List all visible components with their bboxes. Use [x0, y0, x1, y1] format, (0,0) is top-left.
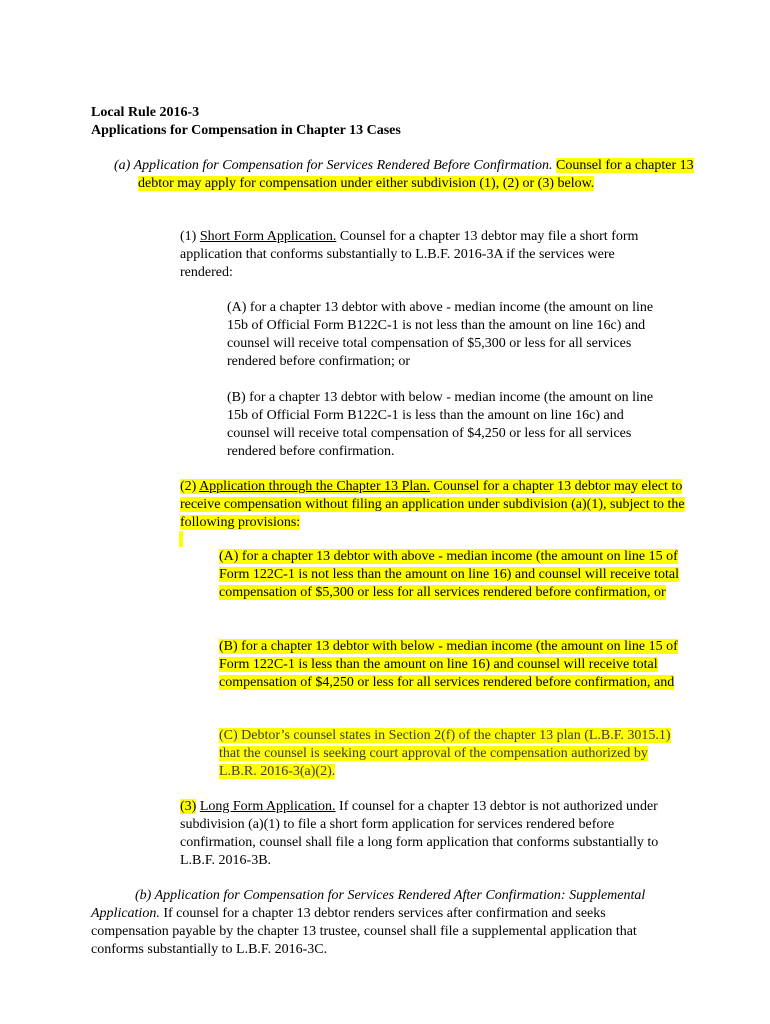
- item-3-text: If counsel for a chapter 13 debtor is not authorized under subdivision (a)(1) to file a short form application for services rendered before confirmation, counsel shall file a long form application that conforms substantially to L.B.F. 2016-3B.: [180, 799, 659, 868]
- rule-number: Local Rule 2016-3: [91, 105, 200, 120]
- item-1-clause-b: (B) for a chapter 13 debtor with below - median income (the amount on line 15b of Official Form B122C-1 is less than the amount on line 16c) and counsel will receive total compensation of $4,250 or less for all services rendered before confirmation.: [227, 390, 654, 459]
- item-2-clause-c: [219, 727, 684, 781]
- item-2-text: Counsel for a chapter 13 debtor may elect to receive compensation without filing an application under subdivision (a)(1), subject to the following provisions:: [180, 479, 685, 530]
- subdivision-b: [91, 887, 671, 959]
- highlight-marker: [179, 531, 183, 547]
- item-1-paragraph: [180, 228, 650, 282]
- item-2-paragraph: [180, 478, 685, 532]
- subdivision-b-label: (b) Application for Compensation for Services Rendered After Confirmation: Supplemental Application.: [91, 888, 646, 921]
- item-1-text: Counsel for a chapter 13 debtor may file a short form application that conforms substantially to L.B.F. 2016-3A if the services were rendered:: [180, 229, 639, 280]
- subdivision-a-text: Counsel for a chapter 13 debtor may apply for compensation under either subdivision (1), (2) or (3) below.: [138, 158, 694, 191]
- subdivision-a-label: (a) Application for Compensation for Services Rendered Before Confirmation.: [114, 158, 553, 173]
- item-1-number: (1): [180, 229, 197, 244]
- item-2-clause-b: [219, 638, 689, 692]
- item-3-paragraph: [180, 798, 660, 870]
- rule-title: Applications for Compensation in Chapter 13 Cases: [91, 123, 401, 138]
- subdivision-b-text: If counsel for a chapter 13 debtor renders services after confirmation and seeks compensation payable by the chapter 13 trustee, counsel shall file a supplemental application that conforms substantially to L.B.F. 2016-3C.: [91, 906, 637, 957]
- item-2-clause-c-text: (C) Debtor’s counsel states in Section 2(f) of the chapter 13 plan (L.B.F. 3015.1) that the counsel is seeking court approval of the compensation authorized by L.B.R. 2016-3(a)(2).: [219, 728, 671, 779]
- item-1-clause-a: (A) for a chapter 13 debtor with above - median income (the amount on line 15b of Official Form B122C-1 is not less than the amount on line 16c) and counsel will receive total compensation of $5,300 or less for all services rendered before confirmation; or: [227, 300, 654, 369]
- item-3-number: (3): [180, 799, 197, 814]
- item-2-clause-a-text: (A) for a chapter 13 debtor with above - median income (the amount on line 15 of Form 122C-1 is not less than the amount on line 16) and counsel will receive total compensation of $5,300 or less for all services rendered before confirmation, or: [219, 549, 679, 600]
- item-3-title: Long Form Application.: [199, 799, 336, 814]
- subdivision-a: [114, 157, 704, 193]
- item-2-clause-a: [219, 548, 689, 602]
- item-2-clause-b-text: (B) for a chapter 13 debtor with below - median income (the amount on line 15 of Form 122C-1 is less than the amount on line 16) and counsel will receive total compensation of $4,250 or less for all services rendered before confirmation, and: [219, 639, 678, 690]
- item-1-title: Short Form Application.: [199, 229, 337, 244]
- item-2-title: Application through the Chapter 13 Plan.: [199, 479, 431, 494]
- item-2-number: (2): [180, 479, 197, 494]
- rule-heading: [91, 104, 691, 140]
